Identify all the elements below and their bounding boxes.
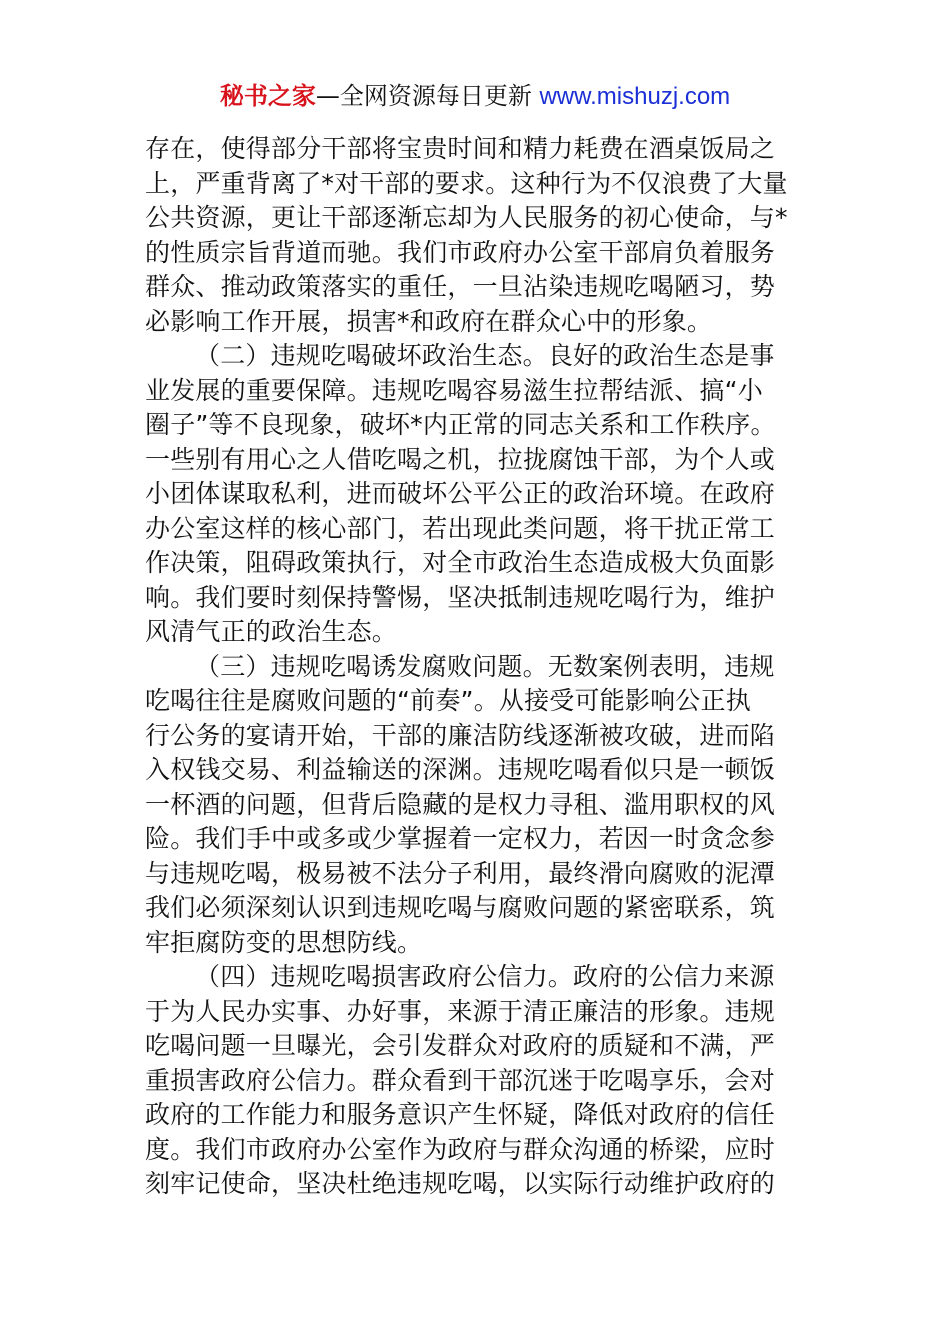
- paragraph-first-line: （四）违规吃喝损害政府公信力。政府的公信力来源: [195, 962, 775, 991]
- text-line: 我们必须深刻认识到违规吃喝与腐败问题的紧密联系，筑: [145, 893, 776, 922]
- text-line: 牢拒腐防变的思想防线。: [145, 927, 423, 957]
- text-line: 办公室这样的核心部门，若出现此类问题，将干扰正常工: [145, 513, 776, 543]
- text-line: 小团体谋取私利，进而破坏公平公正的政治环境。在政府: [145, 479, 776, 508]
- text-line: 必影响工作开展，损害*和政府在群众心中的形象。: [145, 306, 713, 336]
- text-line: 吃喝问题一旦曝光，会引发群众对政府的质疑和不满，严: [145, 1031, 776, 1060]
- text-line: 作决策，阻碍政策执行，对全市政治生态造成极大负面影: [145, 548, 776, 577]
- text-line: 刻牢记使命，坚决杜绝违规吃喝，以实际行动维护政府的: [145, 1169, 776, 1198]
- site-header: [0, 78, 950, 115]
- text-line: 险。我们手中或多或少掌握着一定权力，若因一时贪念参: [145, 824, 776, 853]
- text-line: 圈子”等不良现象，破坏*内正常的同志关系和工作秩序。: [145, 410, 776, 439]
- site-url-link[interactable]: www.mishuzj.com: [539, 83, 731, 110]
- text-line: 上，严重背离了*对干部的要求。这种行为不仅浪费了大量: [145, 168, 788, 198]
- text-line: 风清气正的政治生态。: [145, 617, 398, 646]
- text-line: 与违规吃喝，极易被不法分子利用，最终滑向腐败的泥潭: [145, 858, 776, 888]
- text-line: 政府的工作能力和服务意识产生怀疑，降低对政府的信任: [145, 1100, 776, 1129]
- document-body: [145, 132, 811, 1202]
- text-line: 群众、推动政策落实的重任，一旦沾染违规吃喝陋习，势: [145, 272, 776, 301]
- text-line: 度。我们市政府办公室作为政府与群众沟通的桥梁，应时: [145, 1134, 776, 1164]
- text-line: 存在，使得部分干部将宝贵时间和精力耗费在酒桌饭局之: [145, 134, 776, 163]
- paragraph-first-line: （二）违规吃喝破坏政治生态。良好的政治生态是事: [195, 341, 775, 370]
- site-brand: 秘书之家: [219, 82, 316, 110]
- text-line: 吃喝往往是腐败问题的“前奏”。从接受可能影响公正执: [145, 686, 751, 715]
- site-tagline: —全网资源每日更新: [315, 82, 532, 110]
- text-line: 于为人民办实事、办好事，来源于清正廉洁的形象。违规: [145, 996, 776, 1026]
- text-line: 入权钱交易、利益输送的深渊。违规吃喝看似只是一顿饭: [145, 755, 776, 784]
- text-line: 一些别有用心之人借吃喝之机，拉拢腐蚀干部，为个人或: [145, 444, 776, 474]
- text-line: 的性质宗旨背道而驰。我们市政府办公室干部肩负着服务: [145, 237, 776, 267]
- text-line: 行公务的宴请开始，干部的廉洁防线逐渐被攻破，进而陷: [145, 720, 776, 750]
- text-line: 业发展的重要保障。违规吃喝容易滋生拉帮结派、搞“小: [145, 375, 763, 405]
- text-line: 响。我们要时刻保持警惕，坚决抵制违规吃喝行为，维护: [145, 582, 776, 612]
- text-line: 重损害政府公信力。群众看到干部沉迷于吃喝享乐，会对: [145, 1065, 776, 1095]
- text-line: 一杯酒的问题，但背后隐藏的是权力寻租、滥用职权的风: [145, 789, 776, 819]
- text-line: 公共资源，更让干部逐渐忘却为人民服务的初心使命，与*: [145, 203, 788, 232]
- paragraph-first-line: （三）违规吃喝诱发腐败问题。无数案例表明，违规: [195, 651, 775, 681]
